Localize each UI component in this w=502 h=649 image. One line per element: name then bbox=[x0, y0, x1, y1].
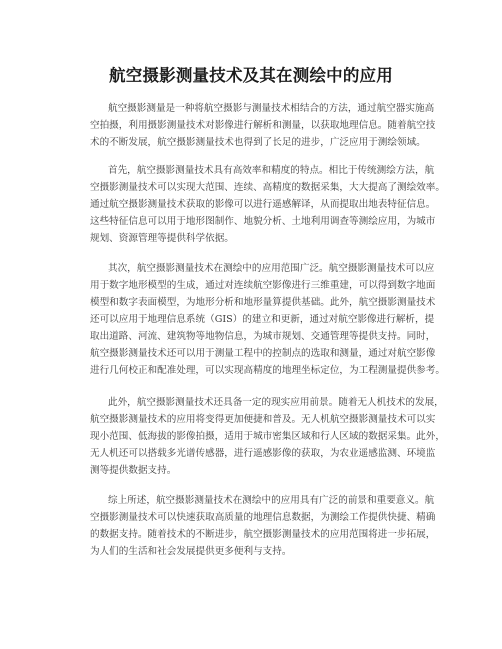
paragraph-3-line-7: 进行几何校正和配准处理，可以实现高精度的地理坐标定位，为工程测量提供参考。 bbox=[90, 365, 445, 376]
paragraph-4-line-3: 现小范围、低海拔的影像拍摄，适用于城市密集区域和行人区域的数据采集。此外， bbox=[90, 431, 445, 442]
paragraph-4-line-2: 航空摄影测量技术的应用将变得更加便捷和普及。无人机航空摄影测量技术可以实 bbox=[90, 414, 436, 425]
paragraph-2-line-4: 这些特征信息可以用于地形图制作、地貌分析、土地利用调查等测绘应用，为城市 bbox=[90, 216, 436, 227]
paragraph-2-line-1: 首先，航空摄影测量技术具有高效率和精度的特点。相比于传统测绘方法，航 bbox=[108, 165, 435, 176]
paragraph-4-line-1: 此外，航空摄影测量技术还具备一定的现实应用前景。随着无人机技术的发展， bbox=[108, 397, 444, 408]
paragraph-3-line-6: 航空摄影测量技术还可以用于测量工程中的控制点的选取和测量，通过对航空影像 bbox=[90, 348, 436, 359]
paragraph-1-line-1: 航空摄影测量是一种将航空摄影与测量技术相结合的方法，通过航空器实施高 bbox=[108, 103, 435, 114]
paragraph-5-line-3: 的数据支持。随着技术的不断进步，航空摄影测量技术的应用范围将进一步拓展， bbox=[90, 529, 436, 540]
paragraph-2-line-5: 规划、资源管理等提供科学依据。 bbox=[90, 233, 234, 244]
paragraph-1-line-3: 术的不断发展，航空摄影测量技术也得到了长足的进步，广泛应用于测绘领域。 bbox=[90, 137, 426, 148]
paragraph-4-line-4: 无人机还可以搭载多光谱传感器，进行遥感影像的获取，为农业遥感监测、环境监 bbox=[90, 448, 436, 459]
document-title: 航空摄影测量技术及其在测绘中的应用 bbox=[109, 66, 393, 85]
paragraph-3-line-1: 其次，航空摄影测量技术在测绘中的应用范围广泛。航空摄影测量技术可以应 bbox=[108, 263, 435, 274]
paragraph-3-line-3: 模型和数字表面模型，为地形分析和地形量算提供基础。此外，航空摄影测量技术 bbox=[90, 297, 436, 308]
paragraph-2-line-2: 空摄影测量技术可以实现大范围、连续、高精度的数据采集，大大提高了测绘效率。 bbox=[90, 182, 445, 193]
paragraph-3-line-2: 用于数字地形模型的生成，通过对连续航空影像进行三维重建，可以得到数字地面 bbox=[90, 280, 436, 291]
paragraph-5-line-4: 为人们的生活和社会发展提供更多便利与支持。 bbox=[90, 546, 292, 557]
paragraph-1-line-2: 空拍摄，利用摄影测量技术对影像进行解析和测量，以获取地理信息。随着航空技 bbox=[90, 120, 436, 131]
paragraph-2-line-3: 通过航空摄影测量技术获取的影像可以进行遥感解译，从而提取出地表特征信息。 bbox=[90, 199, 436, 210]
paragraph-4-line-5: 测等提供数据支持。 bbox=[90, 465, 177, 476]
paragraph-3-line-4: 还可以应用于地理信息系统（GIS）的建立和更新，通过对航空影像进行解析，提 bbox=[90, 314, 435, 325]
paragraph-5-line-1: 综上所述，航空摄影测量技术在测绘中的应用具有广泛的前景和重要意义。航 bbox=[108, 495, 435, 506]
paragraph-3-line-5: 取出道路、河流、建筑物等地物信息，为城市规划、交通管理等提供支持。同时， bbox=[90, 331, 436, 342]
paragraph-5-line-2: 空摄影测量技术可以快速获取高质量的地理信息数据，为测绘工作提供快捷、精确 bbox=[90, 512, 436, 523]
